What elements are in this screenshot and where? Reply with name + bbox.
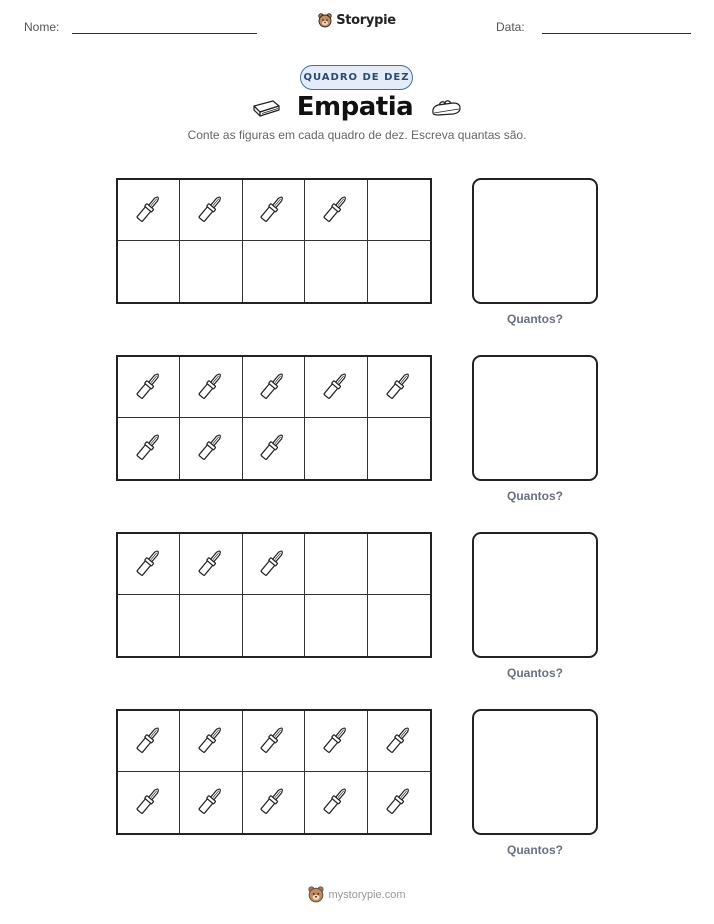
ten-frame-cell: [368, 534, 430, 595]
answer-label: Quantos?: [507, 489, 563, 503]
ten-frame-cell: [305, 357, 367, 418]
chisel-icon: [191, 780, 231, 825]
ten-frame-cell: [118, 772, 180, 833]
chisel-icon: [316, 780, 356, 825]
chisel-icon: [379, 780, 419, 825]
answer-box[interactable]: [472, 355, 598, 481]
answer-label: Quantos?: [507, 666, 563, 680]
ten-frame-cell: [180, 772, 242, 833]
ten-frame-cell: [180, 711, 242, 772]
ten-frame-cell: [180, 418, 242, 479]
chisel-icon: [191, 719, 231, 764]
ten-frame-cell: [243, 180, 305, 241]
chisel-icon: [316, 719, 356, 764]
ten-frame-cell: [243, 357, 305, 418]
chisel-icon: [379, 365, 419, 410]
chisel-icon: [316, 365, 356, 410]
ten-frame: [116, 532, 432, 658]
chisel-icon: [129, 719, 169, 764]
ten-frame-cell: [118, 357, 180, 418]
ten-frame-cell: [180, 241, 242, 302]
ten-frame-cell: [305, 418, 367, 479]
date-label: Data:: [496, 20, 525, 34]
worksheet-type-badge: QUADRO DE DEZ: [300, 65, 413, 90]
chisel-icon: [191, 188, 231, 233]
ten-frame-cell: [368, 241, 430, 302]
worksheet-title: Empatia: [296, 92, 414, 122]
ten-frame-cell: [180, 595, 242, 656]
ten-frame-cell: [368, 418, 430, 479]
sandals-icon: [429, 96, 463, 118]
answer-box[interactable]: [472, 532, 598, 658]
ten-frame-cell: [243, 241, 305, 302]
chisel-icon: [129, 426, 169, 471]
instructions: Conte as figuras em cada quadro de dez. Escreva quantas são.: [187, 128, 527, 142]
ten-frame-cell: [180, 534, 242, 595]
ten-frame-cell: [243, 534, 305, 595]
name-label: Nome:: [24, 20, 60, 34]
answer-label: Quantos?: [507, 843, 563, 857]
chisel-icon: [379, 719, 419, 764]
ten-frame-cell: [118, 534, 180, 595]
answer-box[interactable]: [472, 709, 598, 835]
chisel-icon: [253, 188, 293, 233]
chisel-icon: [253, 719, 293, 764]
ten-frame-cell: [118, 418, 180, 479]
ten-frame-cell: [305, 180, 367, 241]
ten-frame-cell: [305, 711, 367, 772]
ten-frame-cell: [243, 595, 305, 656]
ten-frame-cell: [305, 241, 367, 302]
ten-frame-cell: [305, 772, 367, 833]
ten-frame-cell: [118, 241, 180, 302]
ten-frame-cell: [118, 595, 180, 656]
chisel-icon: [316, 188, 356, 233]
bear-mascot-icon: [308, 886, 324, 903]
chisel-icon: [129, 542, 169, 587]
name-line[interactable]: [72, 33, 257, 34]
ten-frame: [116, 178, 432, 304]
ten-frame-cell: [305, 595, 367, 656]
footer: [0, 886, 714, 903]
ten-frame-cell: [118, 711, 180, 772]
brand-logo: [0, 13, 714, 28]
answer-label: Quantos?: [507, 312, 563, 326]
chisel-icon: [253, 426, 293, 471]
chisel-icon: [129, 780, 169, 825]
book-icon: [251, 95, 281, 119]
chisel-icon: [191, 426, 231, 471]
bear-mascot-icon: [318, 13, 332, 28]
ten-frame-cell: [118, 180, 180, 241]
ten-frame-cell: [368, 180, 430, 241]
ten-frame-cell: [368, 595, 430, 656]
ten-frame-cell: [368, 711, 430, 772]
chisel-icon: [253, 780, 293, 825]
ten-frame: [116, 709, 432, 835]
chisel-icon: [129, 365, 169, 410]
ten-frame-cell: [180, 180, 242, 241]
ten-frame-cell: [243, 711, 305, 772]
ten-frame-cell: [305, 534, 367, 595]
ten-frame-cell: [243, 418, 305, 479]
ten-frame-cell: [368, 357, 430, 418]
ten-frame-cell: [243, 772, 305, 833]
chisel-icon: [191, 365, 231, 410]
date-line[interactable]: [542, 33, 691, 34]
chisel-icon: [253, 365, 293, 410]
brand-name: Storypie: [336, 13, 396, 28]
footer-url: mystorypie.com: [328, 888, 406, 901]
answer-box[interactable]: [472, 178, 598, 304]
ten-frame-cell: [180, 357, 242, 418]
chisel-icon: [253, 542, 293, 587]
chisel-icon: [129, 188, 169, 233]
ten-frame: [116, 355, 432, 481]
ten-frame-cell: [368, 772, 430, 833]
chisel-icon: [191, 542, 231, 587]
